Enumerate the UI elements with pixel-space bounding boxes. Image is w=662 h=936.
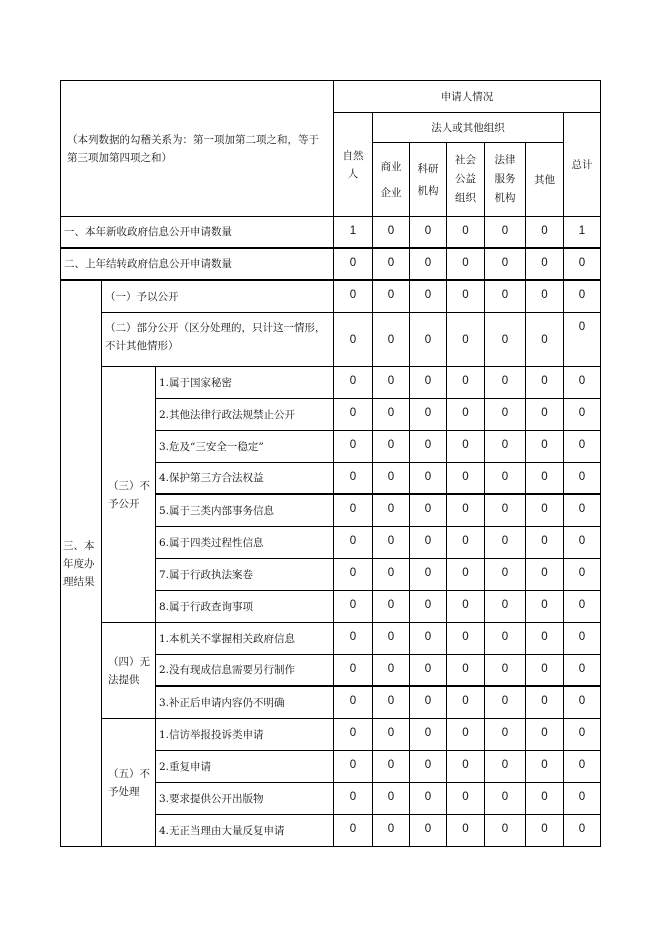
social-header: 社会公益组织 bbox=[447, 143, 485, 217]
value-cell: 0 bbox=[526, 527, 564, 559]
value-cell: 0 bbox=[410, 431, 447, 463]
value-cell: 0 bbox=[526, 655, 564, 687]
value-cell: 0 bbox=[526, 313, 564, 367]
value-cell: 0 bbox=[485, 281, 526, 313]
value-cell: 0 bbox=[485, 655, 526, 687]
value-cell: 0 bbox=[334, 313, 373, 367]
value-cell: 0 bbox=[447, 313, 485, 367]
row-label: 4.无正当理由大量反复申请 bbox=[156, 815, 334, 847]
value-cell: 0 bbox=[526, 399, 564, 431]
value-cell: 0 bbox=[447, 431, 485, 463]
value-cell: 0 bbox=[334, 249, 373, 281]
header-note-cell bbox=[60, 80, 334, 217]
value-cell: 0 bbox=[447, 751, 485, 783]
value-cell: 1 bbox=[334, 217, 373, 249]
row-label: 一、本年新收政府信息公开申请数量 bbox=[60, 217, 334, 249]
value-cell: 0 bbox=[334, 751, 373, 783]
value-cell: 0 bbox=[485, 527, 526, 559]
row-label: 5.属于三类内部事务信息 bbox=[156, 495, 334, 527]
value-cell: 0 bbox=[373, 655, 410, 687]
value-cell: 0 bbox=[447, 399, 485, 431]
natural-person-header: 自然人 bbox=[334, 113, 373, 217]
value-cell: 0 bbox=[564, 591, 601, 623]
value-cell: 0 bbox=[564, 463, 601, 495]
value-cell: 0 bbox=[564, 281, 601, 313]
value-cell: 0 bbox=[373, 527, 410, 559]
row-label: 2.没有现成信息需要另行制作 bbox=[156, 655, 334, 687]
value-cell: 0 bbox=[447, 559, 485, 591]
value-cell: 0 bbox=[485, 431, 526, 463]
value-cell: 0 bbox=[485, 719, 526, 751]
applicant-situation-header: 申请人情况 bbox=[334, 80, 601, 113]
value-cell: 0 bbox=[334, 367, 373, 399]
value-cell: 0 bbox=[410, 591, 447, 623]
value-cell: 0 bbox=[373, 751, 410, 783]
header-note: （本列数据的勾稽关系为：第一项加第二项之和，等于第三项加第四项之和） bbox=[67, 133, 319, 164]
value-cell: 0 bbox=[526, 719, 564, 751]
not-disclosed-group: （三）不予公开 bbox=[102, 367, 156, 623]
value-cell: 0 bbox=[373, 719, 410, 751]
value-cell: 0 bbox=[447, 623, 485, 655]
row-label: 1.属于国家秘密 bbox=[156, 367, 334, 399]
value-cell: 0 bbox=[564, 815, 601, 847]
value-cell: 0 bbox=[485, 687, 526, 719]
value-cell: 0 bbox=[447, 655, 485, 687]
value-cell: 0 bbox=[410, 217, 447, 249]
value-cell: 0 bbox=[447, 783, 485, 815]
value-cell: 0 bbox=[373, 249, 410, 281]
value-cell: 0 bbox=[447, 463, 485, 495]
value-cell: 0 bbox=[526, 281, 564, 313]
value-cell: 0 bbox=[447, 367, 485, 399]
value-cell: 0 bbox=[334, 783, 373, 815]
value-cell: 0 bbox=[447, 527, 485, 559]
value-cell: 0 bbox=[564, 623, 601, 655]
value-cell: 0 bbox=[485, 751, 526, 783]
value-cell: 0 bbox=[485, 815, 526, 847]
row-label: 3.要求提供公开出版物 bbox=[156, 783, 334, 815]
value-cell: 0 bbox=[410, 751, 447, 783]
value-cell: 0 bbox=[526, 623, 564, 655]
row-label: 1.本机关不掌握相关政府信息 bbox=[156, 623, 334, 655]
value-cell: 0 bbox=[564, 687, 601, 719]
value-cell: 0 bbox=[373, 623, 410, 655]
value-cell: 0 bbox=[564, 559, 601, 591]
section3-label: 三、本年度办理结果 bbox=[60, 281, 102, 847]
value-cell: 0 bbox=[564, 431, 601, 463]
other-header: 其他 bbox=[526, 143, 564, 217]
row-label: 4.保护第三方合法权益 bbox=[156, 463, 334, 495]
value-cell: 0 bbox=[410, 815, 447, 847]
row-label: 1.信访举报投诉类申请 bbox=[156, 719, 334, 751]
value-cell: 0 bbox=[564, 719, 601, 751]
value-cell: 0 bbox=[410, 399, 447, 431]
value-cell: 0 bbox=[526, 687, 564, 719]
legal-service-header: 法律服务机构 bbox=[485, 143, 526, 217]
value-cell: 0 bbox=[485, 623, 526, 655]
value-cell: 0 bbox=[564, 249, 601, 281]
value-cell: 0 bbox=[410, 249, 447, 281]
value-cell: 0 bbox=[334, 431, 373, 463]
legal-entities-header: 法人或其他组织 bbox=[373, 113, 564, 143]
value-cell: 0 bbox=[334, 281, 373, 313]
value-cell: 0 bbox=[447, 687, 485, 719]
value-cell: 0 bbox=[485, 217, 526, 249]
value-cell: 0 bbox=[526, 495, 564, 527]
row-label: 3.危及“三安全一稳定” bbox=[156, 431, 334, 463]
value-cell: 0 bbox=[410, 623, 447, 655]
value-cell: 0 bbox=[564, 655, 601, 687]
value-cell: 0 bbox=[526, 559, 564, 591]
row-label: 8.属于行政查询事项 bbox=[156, 591, 334, 623]
value-cell: 0 bbox=[334, 623, 373, 655]
value-cell: 0 bbox=[373, 313, 410, 367]
value-cell: 0 bbox=[334, 719, 373, 751]
value-cell: 0 bbox=[526, 463, 564, 495]
value-cell: 0 bbox=[485, 463, 526, 495]
value-cell: 0 bbox=[447, 281, 485, 313]
value-cell: 0 bbox=[410, 463, 447, 495]
value-cell: 0 bbox=[564, 367, 601, 399]
value-cell: 0 bbox=[564, 527, 601, 559]
value-cell: 0 bbox=[564, 399, 601, 431]
value-cell: 0 bbox=[485, 399, 526, 431]
value-cell: 0 bbox=[410, 559, 447, 591]
row-label: 2.重复申请 bbox=[156, 751, 334, 783]
cannot-provide-group: （四）无法提供 bbox=[102, 623, 156, 719]
value-cell: 0 bbox=[373, 281, 410, 313]
value-cell: 0 bbox=[447, 719, 485, 751]
value-cell: 0 bbox=[564, 313, 601, 367]
value-cell: 0 bbox=[334, 591, 373, 623]
value-cell: 0 bbox=[373, 367, 410, 399]
row-label: （一）予以公开 bbox=[102, 281, 334, 313]
value-cell: 0 bbox=[373, 399, 410, 431]
value-cell: 0 bbox=[485, 559, 526, 591]
value-cell: 0 bbox=[373, 495, 410, 527]
value-cell: 0 bbox=[410, 655, 447, 687]
value-cell: 0 bbox=[334, 527, 373, 559]
value-cell: 0 bbox=[373, 559, 410, 591]
total-header: 总计 bbox=[564, 113, 601, 217]
not-processed-group: （五）不予处理 bbox=[102, 719, 156, 847]
row-label: 7.属于行政执法案卷 bbox=[156, 559, 334, 591]
row-label: 6.属于四类过程性信息 bbox=[156, 527, 334, 559]
value-cell: 0 bbox=[373, 431, 410, 463]
value-cell: 0 bbox=[373, 783, 410, 815]
row-label: 2.其他法律行政法规禁止公开 bbox=[156, 399, 334, 431]
row-label: 3.补正后申请内容仍不明确 bbox=[156, 687, 334, 719]
disclosure-statistics-table bbox=[60, 80, 601, 847]
value-cell: 0 bbox=[447, 495, 485, 527]
row-label: 二、上年结转政府信息公开申请数量 bbox=[60, 249, 334, 281]
value-cell: 0 bbox=[373, 463, 410, 495]
value-cell: 0 bbox=[485, 591, 526, 623]
value-cell: 0 bbox=[564, 751, 601, 783]
business-header: 商业企业 bbox=[373, 143, 410, 217]
value-cell: 0 bbox=[373, 815, 410, 847]
value-cell: 0 bbox=[526, 751, 564, 783]
value-cell: 0 bbox=[447, 591, 485, 623]
value-cell: 0 bbox=[410, 687, 447, 719]
value-cell: 0 bbox=[334, 463, 373, 495]
value-cell: 0 bbox=[526, 783, 564, 815]
value-cell: 0 bbox=[334, 495, 373, 527]
value-cell: 0 bbox=[485, 249, 526, 281]
value-cell: 0 bbox=[526, 431, 564, 463]
value-cell: 0 bbox=[334, 687, 373, 719]
value-cell: 0 bbox=[526, 249, 564, 281]
value-cell: 0 bbox=[485, 495, 526, 527]
research-header: 科研机构 bbox=[410, 143, 447, 217]
value-cell: 0 bbox=[410, 719, 447, 751]
value-cell: 0 bbox=[526, 591, 564, 623]
value-cell: 0 bbox=[334, 559, 373, 591]
value-cell: 0 bbox=[485, 367, 526, 399]
value-cell: 0 bbox=[334, 815, 373, 847]
value-cell: 0 bbox=[564, 495, 601, 527]
value-cell: 0 bbox=[447, 815, 485, 847]
value-cell: 0 bbox=[334, 399, 373, 431]
value-cell: 0 bbox=[564, 783, 601, 815]
value-cell: 0 bbox=[373, 687, 410, 719]
value-cell: 0 bbox=[373, 217, 410, 249]
value-cell: 0 bbox=[410, 527, 447, 559]
value-cell: 0 bbox=[485, 783, 526, 815]
value-cell: 0 bbox=[410, 313, 447, 367]
value-cell: 0 bbox=[447, 249, 485, 281]
value-cell: 0 bbox=[334, 655, 373, 687]
value-cell: 0 bbox=[410, 495, 447, 527]
value-cell: 0 bbox=[526, 815, 564, 847]
row-label: （二）部分公开（区分处理的，只计这一情形，不计其他情形） bbox=[102, 313, 334, 367]
value-cell: 0 bbox=[447, 217, 485, 249]
value-cell: 0 bbox=[410, 281, 447, 313]
value-cell: 0 bbox=[526, 217, 564, 249]
value-cell: 0 bbox=[410, 783, 447, 815]
value-cell: 0 bbox=[526, 367, 564, 399]
value-cell: 0 bbox=[373, 591, 410, 623]
value-cell: 0 bbox=[410, 367, 447, 399]
value-cell: 1 bbox=[564, 217, 601, 249]
value-cell: 0 bbox=[485, 313, 526, 367]
